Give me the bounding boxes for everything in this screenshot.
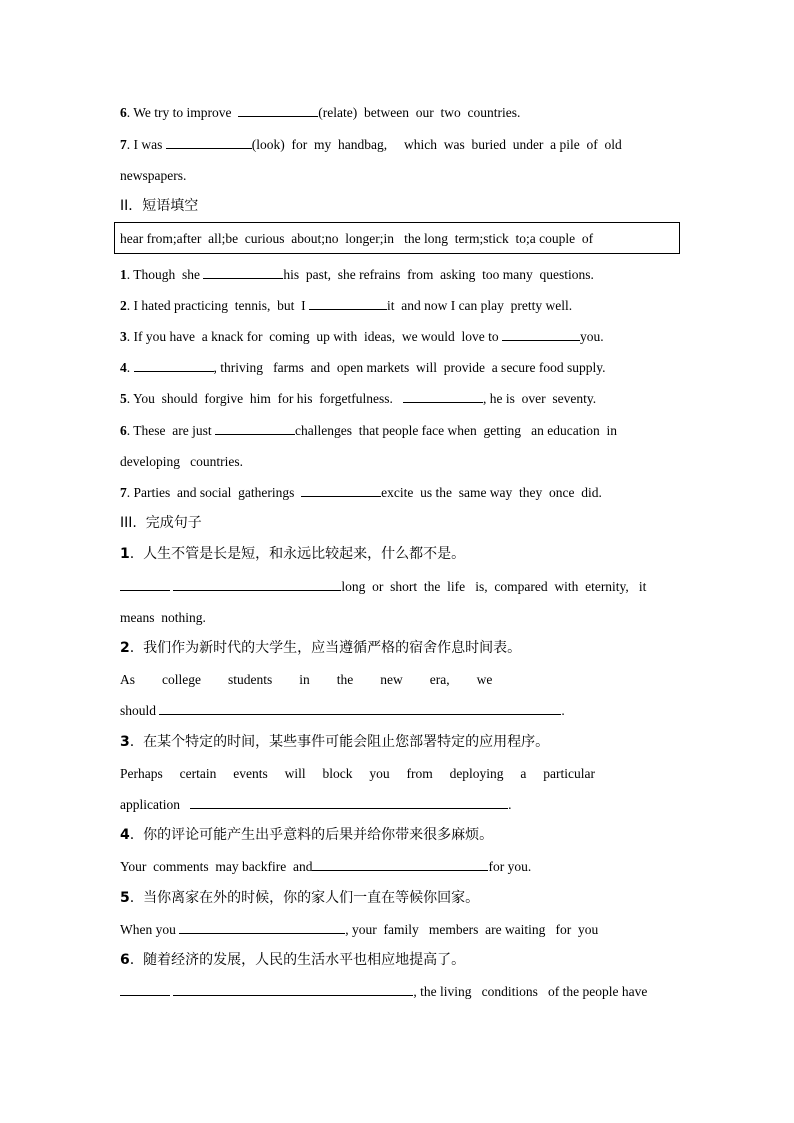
section-heading-phrase-fill: II．短语填空 [120,198,199,214]
q7-sentence: 7. I was (look) for my handbag, which was buried under a pile of old [120,137,622,152]
answer-blank[interactable] [238,104,318,117]
sentence-2-chinese: 2. 我们作为新时代的大学生，应当遵循严格的宿舍作息时间表。 [120,640,522,656]
answer-blank[interactable] [179,921,345,934]
phrase-bank: hear from;after all;be curious about;no longer;in the long term;stick to;a couple of [120,231,594,246]
answer-blank[interactable] [190,796,508,809]
phrase-item-7: 7. Parties and social gatherings excite us the same way they once did. [120,485,602,500]
sentence-4-chinese: 4. 你的评论可能产生出乎意料的后果并给你带来很多麻烦。 [120,827,494,843]
phrase-item-1: 1. Though she his past, she refrains from asking too many questions. [120,267,594,282]
phrase-item-5: 5. You should forgive him for his forgetfulness. , he is over seventy. [120,391,597,406]
answer-blank[interactable] [312,858,488,871]
answer-blank[interactable] [173,578,341,591]
section-heading-complete-sentences: III. 完成句子 [120,515,202,531]
sentence-5-chinese: 5. 当你离家在外的时候，你的家人们一直在等候你回家。 [120,890,480,906]
phrase-bank-box [114,222,680,254]
sentence-3-chinese: 3. 在某个特定的时间，某些事件可能会阻止您部署特定的应用程序。 [120,734,550,750]
sentence-4-english: Your comments may backfire and for you. [120,859,532,874]
answer-blank[interactable] [301,484,381,497]
answer-blank[interactable] [502,328,580,341]
sentence-6-english: , the living conditions of the people have [120,983,673,1001]
sentence-1-english: long or short the life is, compared with eternity, it [120,578,673,596]
sentence-3-english: Perhaps certain events will block you from deploying a particular [120,766,596,781]
answer-blank[interactable] [215,422,295,435]
phrase-item-6-continuation: developing countries. [120,454,243,469]
phrase-item-3: 3. If you have a knack for coming up with ideas, we would love to you. [120,329,604,344]
phrase-item-2: 2. I hated practicing tennis, but I it and now I can play pretty well. [120,298,573,313]
sentence-5-english: When you , your family members are waiting for you [120,922,599,937]
sentence-1-chinese: 1. 人生不管是长是短，和永远比较起来，什么都不是。 [120,546,466,562]
phrase-item-4: 4. , thriving farms and open markets will provide a secure food supply. [120,360,606,375]
sentence-2-english-cont: should . [120,703,565,718]
answer-blank[interactable] [159,702,561,715]
answer-blank[interactable] [120,983,170,996]
sentence-6-chinese: 6. 随着经济的发展，人民的生活水平也相应地提高了。 [120,952,466,968]
answer-blank[interactable] [309,297,387,310]
phrase-item-6: 6. These are just challenges that people face when getting an education in [120,423,617,438]
answer-blank[interactable] [166,136,252,149]
q6-sentence: 6. We try to improve (relate) between our two countries. [120,105,521,120]
answer-blank[interactable] [173,983,413,996]
q7-continuation: newspapers. [120,168,187,183]
answer-blank[interactable] [120,578,170,591]
answer-blank[interactable] [134,359,214,372]
answer-blank[interactable] [403,390,483,403]
sentence-3-english-cont: application . [120,797,512,812]
sentence-1-english-cont: means nothing. [120,610,206,625]
answer-blank[interactable] [203,266,283,279]
sentence-2-english: As college students in the new era, we [120,672,493,687]
